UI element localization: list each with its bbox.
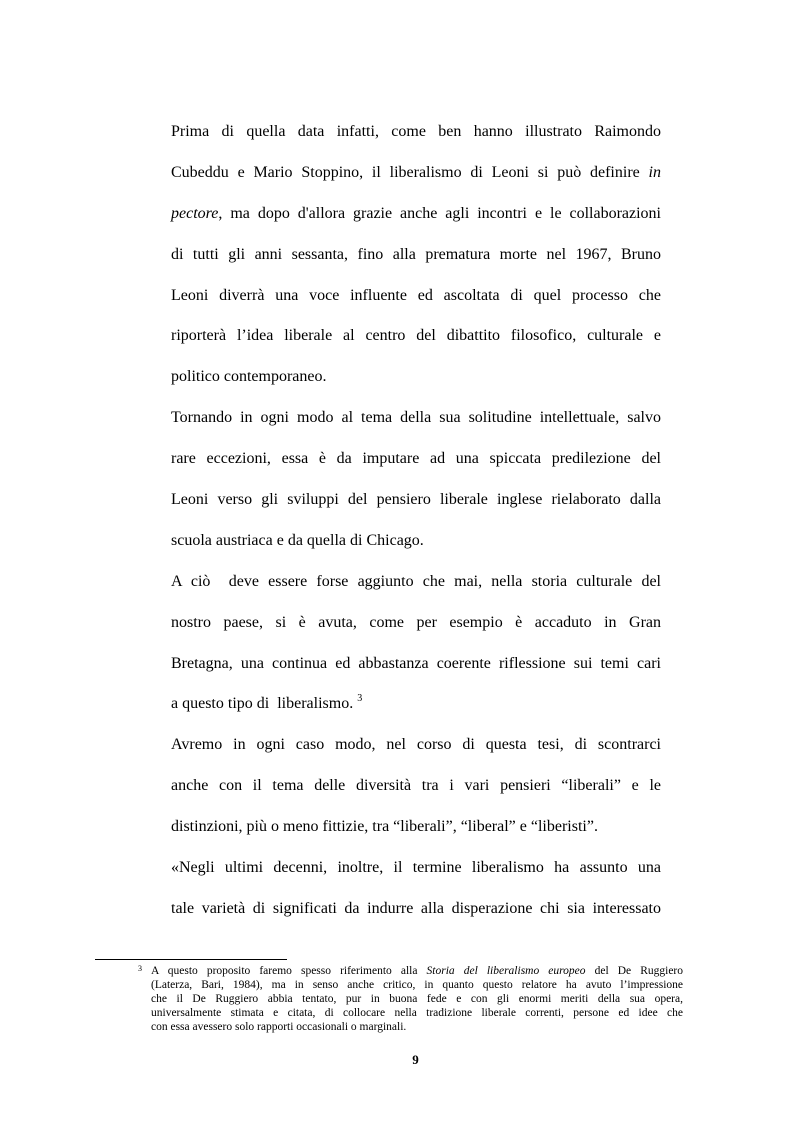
body-line (171, 725, 661, 766)
body-text (171, 112, 661, 930)
footnote-line (151, 993, 683, 1007)
footnote-line (151, 979, 683, 993)
footnote-marker: 3 (138, 964, 142, 973)
body-line (171, 398, 661, 439)
footnote-line-text: universalmente stimata e citata, di collocare nella tradizione liberale correnti, persone ed idee che (151, 1006, 683, 1019)
body-line (171, 194, 661, 235)
body-line-text: Prima di quella data infatti, come ben hanno illustrato Raimondo (171, 123, 661, 140)
body-line (171, 153, 661, 194)
body-line (171, 235, 661, 276)
body-line-text: Cubeddu e Mario Stoppino, il liberalismo di Leoni si può definire (171, 163, 649, 181)
footnote-reference[interactable]: 3 (357, 693, 363, 705)
body-line (171, 889, 661, 930)
body-line-text: nostro paese, si è avuta, come per esempio è accaduto in Gran (171, 613, 661, 631)
footnote-line (151, 1007, 683, 1021)
body-line-text: Leoni verso gli sviluppi del pensiero liberale inglese rielaborato dalla (171, 491, 661, 509)
body-line (171, 316, 661, 357)
body-line-text: Bretagna, una continua ed abbastanza coerente riflessione sui temi cari (171, 654, 661, 672)
book-title: Storia del liberalismo europeo (426, 965, 586, 977)
body-line-text: di tutti gli anni sessanta, fino alla prematura morte nel 1967, Bruno (171, 245, 661, 263)
body-line (171, 766, 661, 807)
body-line-text: Tornando in ogni modo al tema della sua solitudine intellettuale, salvo (171, 409, 661, 427)
body-line (171, 603, 661, 644)
body-line (171, 357, 661, 398)
body-line (171, 439, 661, 480)
footnote-line-text: del De Ruggiero (585, 965, 684, 977)
footnote-text (151, 965, 683, 1034)
body-line (171, 848, 661, 889)
body-line (171, 480, 661, 521)
body-line-text: a questo tipo di liberalismo. (171, 695, 358, 713)
footnote-line-text: A questo proposito faremo spesso riferimento alla (151, 965, 427, 977)
body-line (171, 807, 661, 848)
body-line-text: tale varietà di significati da indurre alla disperazione chi sia interessato (171, 899, 661, 917)
body-line (171, 276, 661, 317)
body-line-text: Avremo in ogni caso modo, nel corso di questa tesi, di scontrarci (171, 736, 661, 754)
body-line-text: scuola austriaca e da quella di Chicago. (171, 531, 424, 549)
body-line (171, 521, 661, 562)
body-line (171, 684, 661, 725)
body-line-text: A ciò deve essere forse aggiunto che mai, nella storia culturale del (171, 572, 661, 590)
body-line-text: , ma dopo d'allora grazie anche agli incontri e le collaborazioni (218, 204, 661, 222)
body-line (171, 112, 661, 153)
body-line (171, 644, 661, 685)
italic-text: pectore (171, 204, 219, 222)
footnote (138, 965, 683, 1034)
page-number: 9 (412, 1052, 419, 1067)
footnote-line (151, 1021, 683, 1035)
footnote-line (151, 965, 683, 979)
footnote-line-text: (Laterza, Bari, 1984), ma in senso anche critico, in quanto questo relatore ha avuto l’impressione (151, 978, 683, 991)
footnote-line-text: con essa avessero solo rapporti occasionali o marginali. (151, 1020, 407, 1033)
italic-text: in (648, 163, 661, 181)
footnote-separator (95, 959, 287, 960)
body-line-text: rare eccezioni, essa è da imputare ad una spiccata predilezione del (171, 450, 661, 468)
body-line-text: politico contemporaneo. (171, 368, 327, 386)
footnote-line-text: che il De Ruggiero abbia tentato, pur in buona fede e con gli enormi meriti della sua opera, (151, 992, 683, 1005)
body-line (171, 562, 661, 603)
body-line-text: riporterà l’idea liberale al centro del dibattito filosofico, culturale e (171, 327, 661, 345)
body-line-text: Leoni diverrà una voce influente ed ascoltata di quel processo che (171, 286, 661, 304)
body-line-text: anche con il tema delle diversità tra i vari pensieri “liberali” e le (171, 777, 661, 795)
body-line-text: «Negli ultimi decenni, inoltre, il termine liberalismo ha assunto una (171, 859, 661, 877)
body-line-text: distinzioni, più o meno fittizie, tra “liberali”, “liberal” e “liberisti”. (171, 818, 598, 836)
